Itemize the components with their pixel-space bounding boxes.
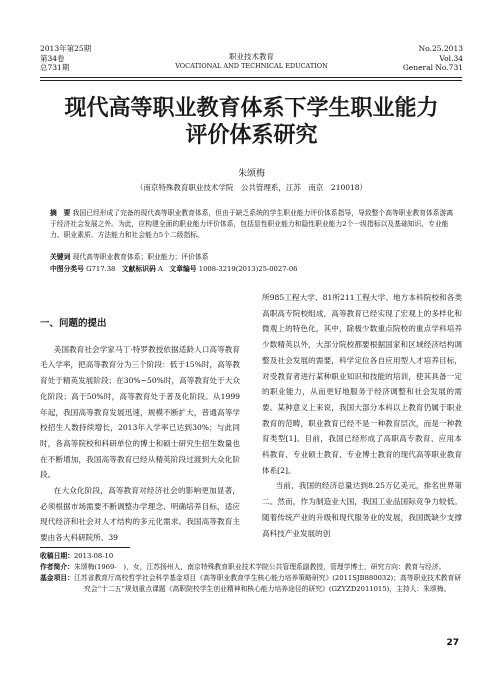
received-label: 收稿日期：	[40, 552, 74, 560]
general-issue: 总731期	[40, 63, 70, 72]
keywords-text: 现代高等职业教育体系；职业能力；评价体系	[72, 253, 209, 261]
doc-code-label: 文献标识码	[121, 265, 156, 273]
paragraph: 在大众化阶段，高等教育对经济社会的影响更加显著，必须根据市场需要不断调整办学理念、明确培养目标，适应现代经济和社会对人才结构的多元化需求。我国高等教育主要由各大科研院所、39	[40, 486, 240, 543]
class-value: G717.38	[86, 265, 116, 273]
author-affiliation: （南京特殊教育职业技术学院 公共管理系，江苏 南京 210018）	[135, 183, 368, 192]
journal-name-en: VOCATIONAL AND TECHNICAL EDUCATION	[175, 61, 328, 70]
abstract-label: 摘 要	[50, 209, 71, 217]
title-line-1: 现代高等职业教育体系下学生职业能力	[64, 96, 439, 121]
footnote-rule	[40, 547, 130, 548]
issue-no-en: No.25.2013	[418, 44, 463, 53]
paragraph: 所985工程大学、81所211工程大学、地方本科院校和各类高职高专院校组成，高等教育已经实现了宏观上的多样化和微观上的特色化，其中，除极少数重点院校的重点学科培养少数精英以外，大部分院校都要根据国家和区域经济结构调整及社会发展的需要，科学定位各自应用型人才培养目标，对受教育者进行某种职业知识和技能的培训，使其具备一定的职业能力，从而更好地服务于经济调整和社会发展的需要。某种意义上来说，我国大部分本科以上教育仍属于职业教育的范畴，职业教育已经不是一种教育层次，而是一种教育类型[1]。目前，我国已经形成了高职高专教育、应用本科教育、专业硕士教育、专业博士教育的现代高等职业教育体系[2]。	[262, 293, 462, 475]
article-id-label: 文章编号	[169, 265, 197, 273]
doc-code-value: A	[158, 265, 163, 273]
section-heading: 一、问题的提出	[40, 318, 107, 329]
general-no-en: General No.731	[402, 63, 463, 72]
volume: 第34卷	[40, 53, 65, 63]
classification-line	[50, 263, 455, 273]
author-bio: 朱颂梅(1969- )，女，江苏扬州人，南京特殊教育职业技术学院公共管理系副教授，管理学博士，研究方向：教育与经济。	[73, 563, 446, 571]
paragraph: 美国教育社会学家马丁·特罗教授依据适龄人口高等教育毛入学率，把高等教育分为三个阶段：低于15%时，高等教育处于精英发展阶段；在30%~50%时，高等教育处于大众化阶段；高于50%时，高等教育处于普及化阶段。从1999年起，我国高等教育发展迅速，规模不断扩大，普通高等学校招生人数持续增长，2013年入学率已达到30%；与此同时，各高等院校和科研单位的博士和硕士研究生招生数量也在不断增加，我国高等教育已经从精英阶段过渡到大众化阶段。	[40, 344, 240, 480]
class-label: 中图分类号	[50, 265, 84, 273]
footnotes	[40, 551, 462, 595]
header-rule-thin	[40, 80, 462, 81]
page-number: 27	[446, 638, 459, 648]
journal-name-cn: 职业技术教育	[229, 52, 274, 61]
abstract	[50, 208, 455, 241]
journal-name	[150, 52, 353, 71]
fund-text: 江苏省教育厅高校哲学社会科学基金项目《高等职业教育学生核心能力培养策略研究》(2011SJB880032)；高等职业技术教育研究会“十二五”规划重点课题《高职院校学生创业精神和核心能力培养途径的研究》(GZYZD2011015)，主持人：朱颂梅。	[73, 574, 462, 593]
footnote-fund	[40, 573, 462, 595]
footnote-received	[40, 551, 462, 562]
title-line-2: 评价体系研究	[185, 123, 318, 148]
body-left-column	[40, 316, 240, 546]
header-rule	[40, 77, 462, 78]
abstract-text: 我国已经形成了完备的现代高等职业教育体系，但由于缺乏系统的学生职业能力评价体系指导，导致整个高等职业教育体系游离于经济社会发展之外。为此，应构建全面的职业能力评价体系，包括显性职业能力和隐性职业能力2个一级指标以及基础知识、专业能力、职业素质、方法能力和社会能力5个二级指标。	[50, 209, 454, 239]
received-date: 2013-08-10	[73, 552, 114, 560]
paragraph: 当前，我国的经济总量达到8.25万亿美元，排名世界第二。然而，作为制造业大国，我国工业品国际竞争力较低。随着传统产业的升级和现代服务业的发展，我国既缺少支撑高科技产业发展的创	[262, 481, 462, 538]
journal-issue-info	[40, 44, 140, 73]
author-name: 朱颂梅	[237, 169, 265, 179]
fund-label: 基金项目：	[40, 574, 74, 582]
article-title	[30, 95, 473, 149]
footnote-author	[40, 562, 462, 573]
author-bio-label: 作者简介：	[40, 563, 74, 571]
article-id-value: 1008-3219(2013)25-0027-06	[198, 265, 298, 273]
journal-issue-info-en	[363, 44, 463, 73]
keywords-label: 关键词	[50, 253, 71, 261]
volume-en: Vol.34	[439, 53, 463, 63]
keywords	[50, 251, 455, 261]
body-right-column	[262, 290, 462, 541]
issue-year: 2013年第25期	[40, 44, 92, 53]
